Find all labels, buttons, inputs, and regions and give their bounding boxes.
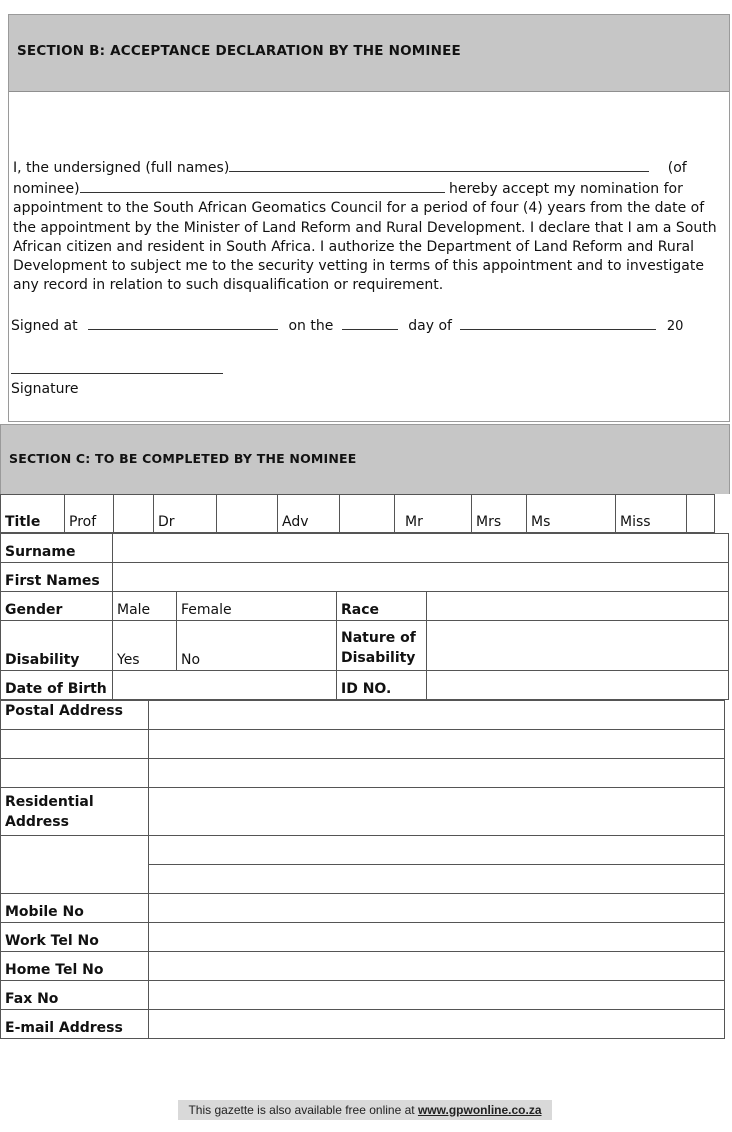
- mobile-no-field[interactable]: [149, 894, 725, 923]
- work-tel-no-label: Work Tel No: [1, 923, 149, 952]
- day-of-label: day of: [408, 318, 452, 334]
- disability-option-no[interactable]: No: [177, 621, 337, 671]
- title-option-mrs[interactable]: Mrs: [472, 495, 527, 533]
- date-of-birth-field[interactable]: [113, 671, 337, 700]
- section-b: [8, 14, 730, 422]
- title-option-dr[interactable]: Dr: [154, 495, 217, 533]
- signed-at-label: Signed at: [11, 318, 78, 334]
- race-label: Race: [337, 592, 427, 621]
- mobile-row: [1, 894, 725, 923]
- disability-row: [1, 621, 729, 671]
- date-of-birth-label: Date of Birth: [1, 671, 113, 700]
- surname-field[interactable]: [113, 534, 729, 563]
- section-b-title: SECTION B: ACCEPTANCE DECLARATION BY THE NOMINEE: [9, 15, 729, 92]
- personal-table: [0, 533, 729, 700]
- footer-text: This gazette is also available free online at: [188, 1103, 415, 1117]
- signed-line: [11, 315, 683, 334]
- surname-row: [1, 534, 729, 563]
- section-c-title: SECTION C: TO BE COMPLETED BY THE NOMINEE: [0, 424, 730, 494]
- postal-row-2: [1, 730, 725, 759]
- residential-address-line-3[interactable]: [149, 865, 725, 894]
- gender-option-female[interactable]: Female: [177, 592, 337, 621]
- on-the-label: on the: [288, 318, 334, 334]
- residential-row-2: [1, 836, 725, 865]
- email-address-label: E-mail Address: [1, 1010, 149, 1039]
- year-prefix: 20: [666, 319, 684, 334]
- signed-at-field[interactable]: [88, 315, 278, 330]
- home-tel-no-label: Home Tel No: [1, 952, 149, 981]
- mobile-no-label: Mobile No: [1, 894, 149, 923]
- title-option-prof[interactable]: Prof: [65, 495, 114, 533]
- gender-row: [1, 592, 729, 621]
- accept-label: hereby accept my nomination for: [448, 181, 683, 198]
- postal-address-label-blank: [1, 730, 149, 759]
- gender-option-male[interactable]: Male: [113, 592, 177, 621]
- fax-no-field[interactable]: [149, 981, 725, 1010]
- residential-address-line-1[interactable]: [149, 788, 725, 836]
- work-tel-no-field[interactable]: [149, 923, 725, 952]
- of-label: (of: [667, 160, 687, 176]
- signature-label: Signature: [11, 381, 79, 397]
- postal-row-3: [1, 759, 725, 788]
- home-tel-row: [1, 952, 725, 981]
- month-field[interactable]: [460, 315, 656, 330]
- fax-no-label: Fax No: [1, 981, 149, 1010]
- nominee-label: nominee): [13, 181, 80, 198]
- residential-address-label: Residential Address: [1, 788, 149, 836]
- postal-address-line-3[interactable]: [149, 759, 725, 788]
- full-names-label: I, the undersigned (full names): [13, 160, 230, 176]
- email-address-field[interactable]: [149, 1010, 725, 1039]
- contact-table: [0, 700, 725, 1039]
- day-field[interactable]: [342, 315, 398, 330]
- title-checkbox-adv[interactable]: [340, 495, 395, 533]
- race-field[interactable]: [427, 592, 729, 621]
- first-names-label: First Names: [1, 563, 113, 592]
- residential-row: [1, 788, 725, 836]
- nature-of-disability-label: Nature of Disability: [337, 621, 427, 671]
- title-checkbox-miss[interactable]: [687, 495, 715, 533]
- title-row: [1, 495, 715, 533]
- postal-address-line-1[interactable]: [149, 701, 725, 730]
- postal-address-label-blank-2: [1, 759, 149, 788]
- title-option-miss[interactable]: Miss: [616, 495, 687, 533]
- first-names-field[interactable]: [113, 563, 729, 592]
- full-names-field[interactable]: [229, 157, 649, 172]
- declaration-text: [13, 157, 719, 295]
- postal-row: [1, 701, 725, 730]
- signature-field[interactable]: [11, 373, 223, 374]
- title-table: [0, 494, 715, 533]
- footer-link[interactable]: www.gpwonline.co.za: [417, 1103, 542, 1117]
- nature-of-disability-field[interactable]: [427, 621, 729, 671]
- residential-address-label-blank: [1, 836, 149, 894]
- disability-label: Disability: [1, 621, 113, 671]
- first-names-row: [1, 563, 729, 592]
- nominee-details-grid: [0, 494, 730, 1039]
- title-option-mr[interactable]: Mr: [395, 495, 472, 533]
- postal-address-line-2[interactable]: [149, 730, 725, 759]
- work-tel-row: [1, 923, 725, 952]
- residential-address-line-2[interactable]: [149, 836, 725, 865]
- postal-address-label: Postal Address: [1, 701, 149, 730]
- title-option-ms[interactable]: Ms: [527, 495, 616, 533]
- title-checkbox-dr[interactable]: [217, 495, 278, 533]
- id-no-label: ID NO.: [337, 671, 427, 700]
- dob-row: [1, 671, 729, 700]
- gender-label: Gender: [1, 592, 113, 621]
- title-label: Title: [1, 495, 65, 533]
- title-checkbox-prof[interactable]: [114, 495, 154, 533]
- declaration-body: appointment to the South African Geomatics Council for a period of four (4) years from the date of the appointment by the Minister of Land Reform and Rural Development. I declare that I am a South African citizen and resident in South Africa. I authorize the Department of Land Reform and Rural Development to subject me to the security vetting in terms of this appointment and to investigate any record in relation to such disqualification or requirement.: [13, 200, 717, 294]
- fax-row: [1, 981, 725, 1010]
- surname-label: Surname: [1, 534, 113, 563]
- disability-option-yes[interactable]: Yes: [113, 621, 177, 671]
- gazette-footer: [178, 1100, 552, 1120]
- email-row: [1, 1010, 725, 1039]
- id-no-field[interactable]: [427, 671, 729, 700]
- home-tel-no-field[interactable]: [149, 952, 725, 981]
- nominee-field[interactable]: [80, 178, 445, 193]
- title-option-adv[interactable]: Adv: [278, 495, 340, 533]
